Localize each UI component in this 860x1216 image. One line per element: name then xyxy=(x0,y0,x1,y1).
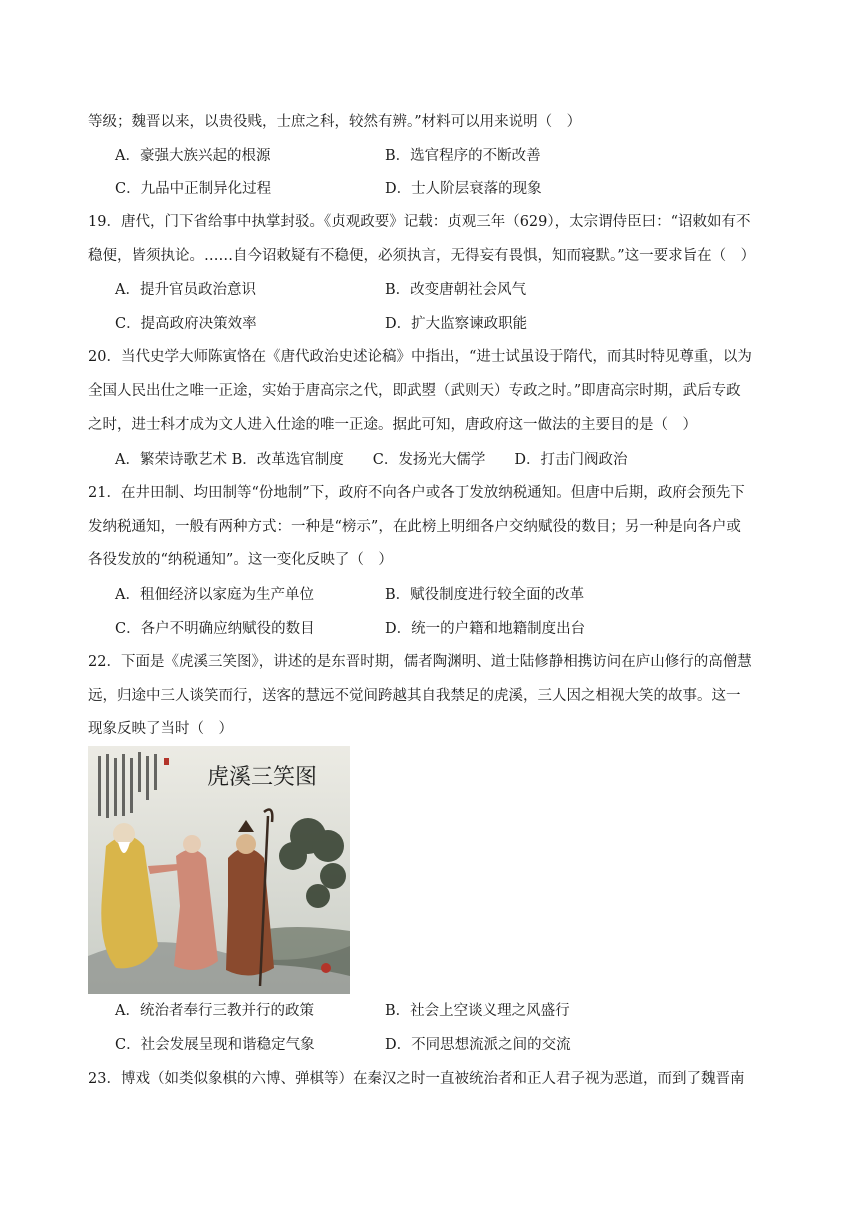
q21-stem-line-1: 21．在井田制、均田制等“份地制”下，政府不向各户或各丁发放纳税通知。但唐中后期，政府会预先下 xyxy=(88,485,745,501)
q22-option-d: D．不同思想流派之间的交流 xyxy=(385,1037,571,1053)
q21-option-a: A．租佃经济以家庭为生产单位 xyxy=(115,587,314,603)
q21-stem-line-3: 各役发放的“纳税通知”。这一变化反映了（ ） xyxy=(88,552,393,568)
q19-option-a: A．提升官员政治意识 xyxy=(115,282,256,298)
painting-image xyxy=(88,746,350,994)
painting-title: 虎溪三笑图 xyxy=(206,765,318,790)
q22-stem-line-1: 22．下面是《虎溪三笑图》，讲述的是东晋时期，儒者陶渊明、道士陆修静相携访问在庐山修行的高僧慧 xyxy=(88,654,752,670)
q22-stem-line-3: 现象反映了当时（ ） xyxy=(88,721,233,737)
q21-stem-line-2: 发纳税通知，一般有两种方式：一种是“榜示”，在此榜上明细各户交纳赋役的数目；另一种是向各户或 xyxy=(88,519,741,535)
q19-option-c: C．提高政府决策效率 xyxy=(115,316,257,332)
q20-stem-line-1: 20．当代史学大师陈寅恪在《唐代政治史述论稿》中指出，“进士试虽设于隋代，而其时特见尊重，以为 xyxy=(88,349,752,365)
q18-option-a: A．豪强大族兴起的根源 xyxy=(115,148,271,164)
q21-option-d: D．统一的户籍和地籍制度出台 xyxy=(385,621,586,637)
q20-stem-line-2: 全国人民出仕之唯一正途，实始于唐高宗之代，即武曌（武则天）专政之时。”即唐高宗时期，武后专政 xyxy=(88,383,741,399)
q19-option-b: B．改变唐朝社会风气 xyxy=(385,282,527,298)
q22-option-b: B．社会上空谈义理之风盛行 xyxy=(385,1003,570,1019)
q22-option-a: A．统治者奉行三教并行的政策 xyxy=(115,1003,314,1019)
q19-stem-line-2: 稳便，皆须执论。……自今诏敕疑有不稳便，必须执言，无得妄有畏惧，知而寝默。”这一要求旨在（ ） xyxy=(88,248,756,264)
q18-option-c: C．九品中正制异化过程 xyxy=(115,181,272,197)
q19-option-d: D．扩大监察谏政职能 xyxy=(385,316,528,332)
q21-option-b: B．赋役制度进行较全面的改革 xyxy=(385,587,585,603)
q22-option-c: C．社会发展呈现和谐稳定气象 xyxy=(115,1037,315,1053)
q18-option-b: B．选官程序的不断改善 xyxy=(385,148,541,164)
q19-stem-line-1: 19．唐代，门下省给事中执掌封驳。《贞观政要》记载：贞观三年（629），太宗谓侍臣曰：“诏敕如有不 xyxy=(88,214,751,230)
q22-stem-line-2: 远，归途中三人谈笑而行，送客的慧远不觉间跨越其自我禁足的虎溪，三人因之相视大笑的故事。这一 xyxy=(88,688,741,704)
q18-option-d: D．士人阶层衰落的现象 xyxy=(385,181,542,197)
q21-option-c: C．各户不明确应纳赋役的数目 xyxy=(115,621,315,637)
q23-stem-line-1: 23．博戏（如类似象棋的六博、弹棋等）在秦汉之时一直被统治者和正人君子视为恶道，而到了魏晋南 xyxy=(88,1071,745,1087)
q18-stem: 等级；魏晋以来，以贵役贱，士庶之科，较然有辨。”材料可以用来说明（ ） xyxy=(88,114,582,130)
q20-options: A．繁荣诗歌艺术 B．改革选官制度 C．发扬光大儒学 D．打击门阀政治 xyxy=(115,452,628,468)
q20-stem-line-3: 之时，进士科才成为文人进入仕途的唯一正途。据此可知，唐政府这一做法的主要目的是（ ） xyxy=(88,417,697,433)
